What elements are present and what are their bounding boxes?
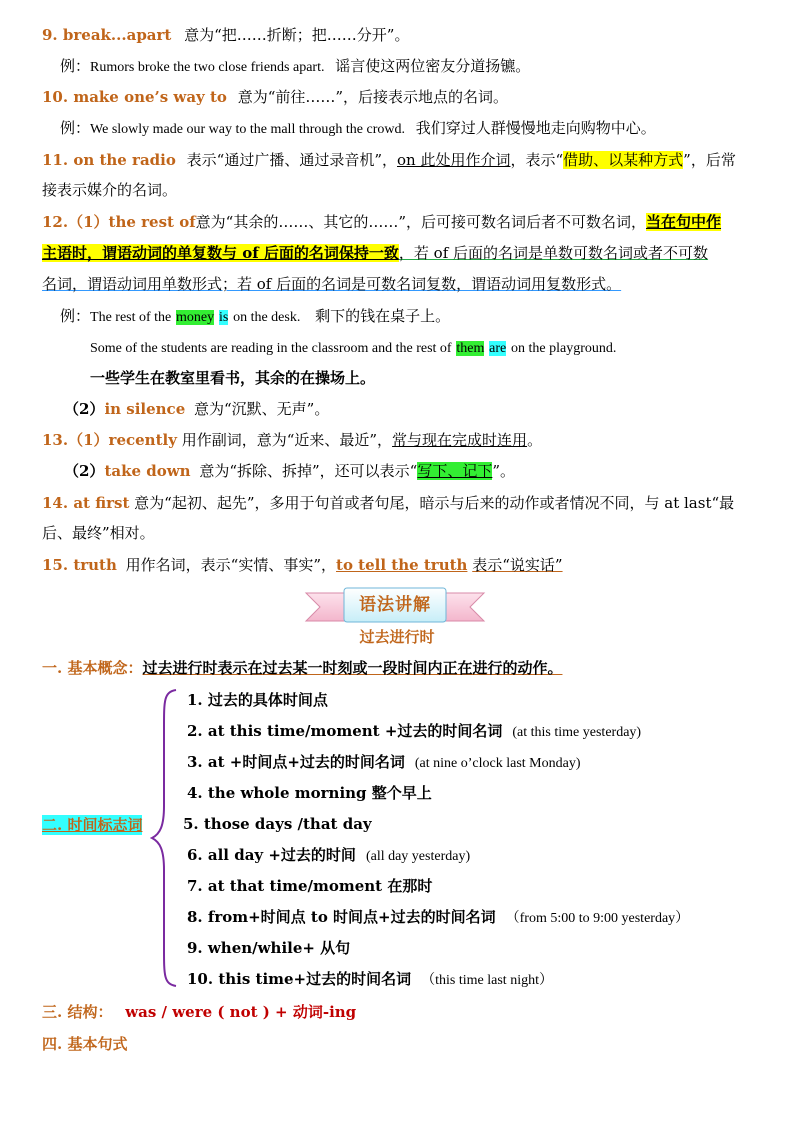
term: 15. truth: [42, 556, 117, 574]
definition-cont: ”。: [492, 462, 516, 480]
marker-main: 9. when/while+ 从句: [187, 939, 351, 957]
marker-main: 2. at this time/moment +过去的时间名词: [187, 722, 503, 740]
item-12-line2: [42, 243, 708, 263]
example-9: [60, 56, 530, 78]
example-en: The rest of the: [90, 310, 172, 325]
section-title: 过去进行时: [359, 628, 435, 646]
highlight: 借助、以某种方式: [563, 151, 684, 169]
highlight-verb: are: [489, 341, 507, 356]
term: 11. on the radio: [42, 151, 176, 169]
item-number: 13.（1）: [42, 431, 109, 449]
highlight-noun: money: [176, 310, 215, 325]
marker-main: 4. the whole morning 整个早上: [187, 784, 432, 802]
brace-icon: [150, 688, 180, 988]
time-marker-item: [187, 845, 470, 867]
item-number: 12.（1）: [42, 213, 109, 231]
marker-main: 10. this time+过去的时间名词: [187, 970, 412, 988]
item-13-2: [64, 461, 515, 481]
definition: 名词，谓语动词用单数形式；若 of 后面的名词是可数名词复数，谓语动词用复数形式。: [42, 275, 622, 293]
definition: 意为“拆除、拆掉”，还可以表示“: [199, 462, 418, 480]
note: 常与现在完成时连用: [392, 431, 528, 449]
section-text: 过去进行时表示在过去某一时刻或一段时间内正在进行的动作。: [142, 659, 563, 677]
definition: 用作名词，表示“实情、事实”，: [125, 556, 337, 574]
time-marker-item: [187, 938, 350, 958]
item-12-line3: [42, 274, 621, 294]
definition: 意为“起初、起先”，多用于句首或者句尾，暗示与后来的动作或者情况不同，与 at last“最: [134, 494, 735, 512]
example-en: Rumors broke the two close friends apart.: [90, 60, 325, 75]
highlight: 写下、记下: [417, 462, 493, 480]
definition-cont: 。: [527, 431, 543, 449]
time-marker-item: [187, 907, 689, 929]
marker-example: (at nine o’clock last Monday): [414, 756, 581, 771]
marker-main: 6. all day +过去的时间: [187, 846, 356, 864]
definition: 意为“前往……”，后接表示地点的名词。: [237, 88, 509, 106]
definition: 意为“其余的……、其它的……”，后可接可数名词后者不可数名词，: [195, 213, 646, 231]
example-en: on the desk.: [233, 310, 301, 325]
grammar-banner: [304, 587, 486, 627]
definition: 意为“把……折断；把……分开”。: [184, 26, 410, 44]
section-label: 三. 结构：: [42, 1003, 113, 1021]
marker-example: (at this time yesterday): [512, 725, 642, 740]
item-10: [42, 87, 508, 107]
example-label: 例：: [60, 307, 91, 325]
highlight-verb: is: [218, 310, 229, 325]
section-1: [42, 658, 562, 678]
example-cn: 谣言使这两位密友分道扬镳。: [335, 57, 531, 75]
definition: 意为“沉默、无声”。: [194, 400, 330, 418]
definition-cont: ，表示“: [510, 151, 564, 169]
term: take down: [104, 462, 191, 480]
definition: 用作副词，意为“近来、最近”，: [181, 431, 393, 449]
example-10: [60, 118, 656, 140]
term: 10. make one’s way to: [42, 88, 227, 106]
item-13: [42, 430, 542, 450]
marker-example: （from 5:00 to 9:00 yesterday）: [505, 911, 690, 926]
example-cn: 剩下的钱在桌子上。: [315, 307, 451, 325]
term: in silence: [104, 400, 186, 418]
example-en: We slowly made our way to the mall through the crowd.: [90, 122, 405, 137]
time-marker-item: [187, 752, 581, 774]
marker-example: （this time last night）: [421, 973, 553, 988]
item-11: [42, 150, 736, 170]
phrase: to tell the truth: [336, 556, 468, 574]
item-number: （2）: [64, 462, 105, 480]
marker-main: 5. those days /that day: [183, 815, 372, 833]
example-en: on the playground.: [511, 341, 617, 356]
term: 14. at first: [42, 494, 130, 512]
item-14-cont: 后、最终”相对。: [42, 524, 155, 542]
item-12: [42, 212, 721, 232]
example-label: 例：: [60, 119, 91, 137]
example-12b-cn: 一些学生在教室里看书，其余的在操场上。: [90, 369, 376, 387]
definition-cont: ”，后常: [683, 151, 736, 169]
time-marker-item: [187, 876, 432, 896]
section-4: 四. 基本句式: [42, 1035, 128, 1053]
structure-formula: was / were ( not ) + 动词-ing: [125, 1003, 357, 1021]
time-marker-item: [187, 783, 432, 803]
item-12-2: [64, 399, 329, 419]
section-label: 一. 基本概念：: [42, 659, 143, 677]
item-15: [42, 555, 563, 575]
note: on 此处用作介词: [397, 151, 511, 169]
highlight-noun: them: [456, 341, 485, 356]
term: the rest of: [108, 213, 196, 231]
marker-main: 8. from+时间点 to 时间点+过去的时间名词: [187, 908, 496, 926]
example-cn: 我们穿过人群慢慢地走向购物中心。: [415, 119, 656, 137]
example-12a: [60, 306, 450, 328]
item-14: [42, 493, 734, 513]
marker-main: 3. at +时间点+过去的时间名词: [187, 753, 405, 771]
highlight: 主语时，谓语动词的单复数与 of 后面的名词保持一致: [42, 244, 399, 262]
term: 9. break...apart: [42, 26, 172, 44]
item-11-cont: 接表示媒介的名词。: [42, 181, 178, 199]
time-marker-item: [187, 969, 553, 991]
banner-text: 语法讲解: [359, 595, 431, 615]
definition: ，若 of 后面的名词是单数可数名词或者不可数: [398, 244, 709, 262]
time-marker-item: [183, 814, 372, 834]
section-3: [42, 1002, 356, 1022]
section-2-label: 二. 时间标志词: [42, 816, 143, 834]
marker-main: 7. at that time/moment 在那时: [187, 877, 433, 895]
time-marker-item: [187, 721, 641, 743]
marker-example: (all day yesterday): [365, 849, 471, 864]
example-en: Some of the students are reading in the classroom and the rest of: [90, 341, 452, 356]
item-9: [42, 25, 409, 45]
marker-main: 1. 过去的具体时间点: [187, 691, 328, 709]
item-number: （2）: [64, 400, 105, 418]
example-label: 例：: [60, 57, 91, 75]
definition-cont: 表示“说实话”: [472, 556, 563, 574]
highlight: 当在句中作: [646, 213, 722, 231]
term: recently: [108, 431, 177, 449]
example-12b: [90, 337, 616, 359]
definition: 表示“通过广播、通过录音机”，: [186, 151, 397, 169]
time-marker-item: [187, 690, 328, 710]
